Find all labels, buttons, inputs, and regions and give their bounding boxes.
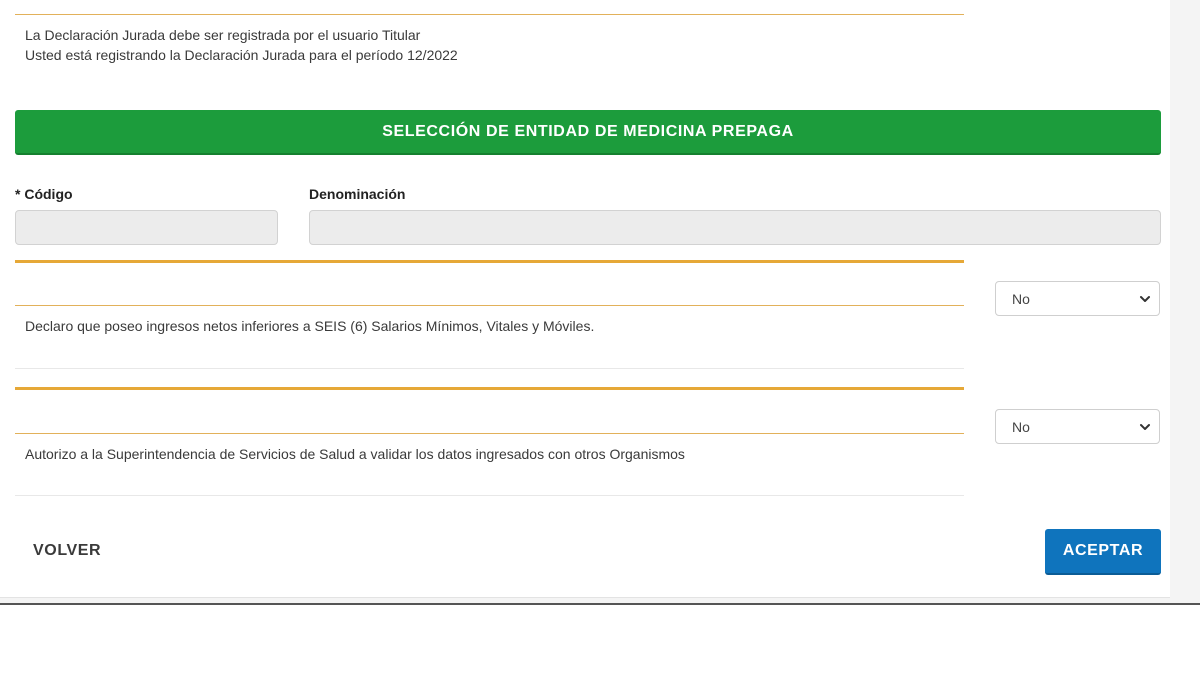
- declaration-income-text: Declaro que poseo ingresos netos inferiores a SEIS (6) Salarios Mínimos, Vitales y Móviles.: [25, 318, 595, 334]
- declaration-bottom-rule: [15, 368, 964, 369]
- section-banner: [15, 110, 1161, 155]
- denominacion-label: Denominación: [309, 186, 406, 202]
- declaration-authorize-select[interactable]: [995, 409, 1160, 444]
- declaration-divider: [15, 433, 964, 434]
- info-titular-text: La Declaración Jurada debe ser registrada por el usuario Titular: [25, 27, 421, 43]
- back-button[interactable]: VOLVER: [33, 542, 102, 559]
- declaration-top-rule: [15, 260, 964, 263]
- declaration-bottom-rule: [15, 495, 964, 496]
- section-divider: [15, 14, 964, 15]
- declaration-income-select[interactable]: [995, 281, 1160, 316]
- page-bottom-rule: [0, 603, 1200, 605]
- codigo-input[interactable]: [15, 210, 278, 245]
- accept-button[interactable]: [1045, 529, 1161, 575]
- select-value: No: [1012, 290, 1030, 307]
- select-value: No: [1012, 418, 1030, 435]
- chevron-down-icon: [1139, 293, 1151, 305]
- section-banner-title: SELECCIÓN DE ENTIDAD DE MEDICINA PREPAGA: [382, 122, 794, 140]
- codigo-label: * Código: [15, 186, 73, 202]
- chevron-down-icon: [1139, 421, 1151, 433]
- declaration-divider: [15, 305, 964, 306]
- denominacion-input[interactable]: [309, 210, 1161, 245]
- declaration-top-rule: [15, 387, 964, 390]
- info-period-text: Usted está registrando la Declaración Jurada para el período 12/2022: [25, 47, 458, 63]
- declaration-authorize-text: Autorizo a la Superintendencia de Servicios de Salud a validar los datos ingresados con otros Organismos: [25, 446, 685, 462]
- accept-button-label: ACEPTAR: [1062, 542, 1144, 559]
